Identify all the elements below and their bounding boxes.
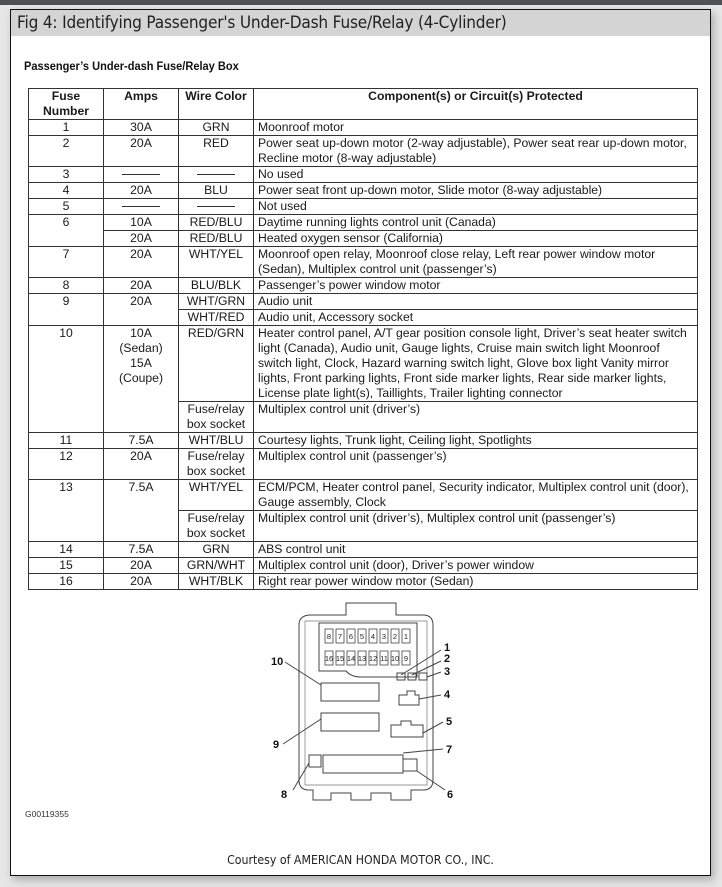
cell-component: Heated oxygen sensor (California) (254, 231, 698, 247)
cell-component: Audio unit (254, 294, 698, 310)
fuse-slot-number: 12 (368, 654, 378, 663)
cell-fuse-number: 4 (29, 183, 104, 199)
callout-label: 10 (271, 656, 284, 668)
courtesy-credit: Courtesy of AMERICAN HONDA MOTOR CO., INC. (227, 852, 494, 867)
cell-wire-color: BLU/BLK (179, 278, 254, 294)
cell-component: Multiplex control unit (driver’s), Multiplex control unit (passenger’s) (254, 511, 698, 542)
callout-label: 9 (273, 739, 280, 751)
cell-wire-color: Fuse/relay box socket (179, 511, 254, 542)
cell-fuse-number: 3 (29, 167, 104, 183)
cell-fuse-number: 10 (29, 326, 104, 433)
cell-fuse-number: 16 (29, 574, 104, 590)
cell-wire-color: WHT/YEL (179, 247, 254, 278)
table-row (29, 120, 698, 136)
cell-component: Courtesy lights, Trunk light, Ceiling light, Spotlights (254, 433, 698, 449)
socket-10 (321, 683, 379, 701)
fuse-slot-number: 2 (392, 632, 398, 641)
cell-amps: 20A (104, 574, 179, 590)
cell-wire-color: RED (179, 136, 254, 167)
fuse-slot-number: 13 (357, 654, 367, 663)
callout-label: 4 (444, 689, 451, 701)
cell-component: Power seat up-down motor (2-way adjustable), Power seat rear up-down motor, Recline motor (8-way adjustable) (254, 136, 698, 167)
cell-component: Moonroof motor (254, 120, 698, 136)
socket-9 (321, 713, 379, 731)
cell-component: ABS control unit (254, 542, 698, 558)
cell-component: Multiplex control unit (door), Driver’s power window (254, 558, 698, 574)
cell-wire-color: GRN (179, 120, 254, 136)
cell-component: Right rear power window motor (Sedan) (254, 574, 698, 590)
cell-fuse-number: 11 (29, 433, 104, 449)
table-row (29, 199, 698, 215)
cell-fuse-number: 6 (29, 215, 104, 247)
header-amps: Amps (104, 89, 179, 120)
cell-wire-color (179, 199, 254, 215)
cell-wire-color: WHT/RED (179, 310, 254, 326)
table-header-row (29, 89, 698, 120)
table-row (29, 558, 698, 574)
table-row (29, 542, 698, 558)
cell-amps: 20A (104, 231, 179, 247)
cell-component: ECM/PCM, Heater control panel, Security indicator, Multiplex control unit (door), Gauge assembly, Clock (254, 480, 698, 511)
callout-label: 5 (446, 716, 453, 728)
cell-component: Daytime running lights control unit (Canada) (254, 215, 698, 231)
cell-amps: 20A (104, 247, 179, 278)
table-row (29, 215, 698, 231)
callout-label: 6 (447, 789, 454, 801)
callout-label: 7 (446, 744, 453, 756)
fuse-slot-row-top (325, 629, 410, 643)
cell-amps: 10A (104, 215, 179, 231)
fuse-slot-number: 3 (381, 632, 387, 641)
fuse-slot-number: 9 (403, 654, 409, 663)
cell-component: Audio unit, Accessory socket (254, 310, 698, 326)
cell-amps: 20A (104, 136, 179, 167)
cell-wire-color: WHT/YEL (179, 480, 254, 511)
cell-wire-color: WHT/GRN (179, 294, 254, 310)
cell-wire-color: RED/BLU (179, 215, 254, 231)
not-applicable-dash (122, 206, 160, 207)
cell-amps (104, 199, 179, 215)
cell-fuse-number: 2 (29, 136, 104, 167)
table-row (29, 167, 698, 183)
cell-component: Multiplex control unit (passenger’s) (254, 449, 698, 480)
cell-amps: 30A (104, 120, 179, 136)
cell-fuse-number: 14 (29, 542, 104, 558)
callout-label: 2 (444, 653, 451, 665)
table-row (29, 231, 698, 247)
fuse-table (28, 88, 698, 590)
table-subheading: Passenger’s Under-dash Fuse/Relay Box (24, 59, 239, 73)
table-row (29, 449, 698, 480)
not-applicable-dash (197, 206, 235, 207)
cell-fuse-number: 1 (29, 120, 104, 136)
cell-amps: 10A (Sedan) 15A (Coupe) (104, 326, 179, 433)
cell-wire-color: WHT/BLK (179, 574, 254, 590)
cell-component: No used (254, 167, 698, 183)
callout-label: 8 (281, 789, 288, 801)
table-row (29, 294, 698, 310)
socket-3 (419, 673, 427, 680)
fuse-slot-number: 6 (348, 632, 354, 641)
cell-amps: 20A (104, 449, 179, 480)
figure-id: G00119355 (25, 809, 69, 819)
cell-amps: 7.5A (104, 480, 179, 542)
cell-amps (104, 167, 179, 183)
header-component: Component(s) or Circuit(s) Protected (254, 89, 698, 120)
cell-fuse-number: 9 (29, 294, 104, 326)
cell-wire-color: WHT/BLU (179, 433, 254, 449)
fuse-box-diagram (251, 595, 491, 810)
callout-label: 1 (444, 642, 451, 654)
socket-6 (403, 759, 417, 771)
socket-7 (323, 755, 403, 773)
table-row (29, 480, 698, 511)
figure-title: Fig 4: Identifying Passenger's Under-Dash Fuse/Relay (4-Cylinder) (17, 13, 507, 32)
cell-amps: 20A (104, 183, 179, 199)
fuse-slot-number: 1 (403, 632, 409, 641)
cell-amps: 20A (104, 558, 179, 574)
fuse-slot-number: 10 (390, 654, 400, 663)
socket-8 (309, 755, 321, 767)
cell-fuse-number: 15 (29, 558, 104, 574)
cell-fuse-number: 12 (29, 449, 104, 480)
cell-fuse-number: 13 (29, 480, 104, 542)
fuse-slot-number: 14 (346, 654, 356, 663)
socket-4 (399, 691, 419, 705)
socket-5 (391, 721, 423, 737)
cell-amps: 7.5A (104, 433, 179, 449)
cell-amps: 7.5A (104, 542, 179, 558)
fuse-box-drawing (251, 595, 491, 810)
header-wire-color: Wire Color (179, 89, 254, 120)
cell-fuse-number: 5 (29, 199, 104, 215)
cell-wire-color (179, 167, 254, 183)
fuse-slot-number: 11 (380, 654, 388, 663)
fuse-slot-number: 16 (324, 654, 334, 663)
table-row (29, 326, 698, 402)
header-fuse-number: Fuse Number (29, 89, 104, 120)
cell-wire-color: RED/GRN (179, 326, 254, 402)
figure-title-bar (11, 10, 710, 36)
cell-component: Power seat front up-down motor, Slide motor (8-way adjustable) (254, 183, 698, 199)
fuse-slot-number: 5 (359, 632, 365, 641)
not-applicable-dash (122, 174, 160, 175)
table-row (29, 136, 698, 167)
table-row (29, 433, 698, 449)
cell-wire-color: GRN (179, 542, 254, 558)
cell-component: Heater control panel, A/T gear position console light, Driver’s seat heater switch light (Canada), Audio unit, Gauge lights, Cruise main switch light Moonroof switch light, Clock, Hazard warning switch light, Glove box light Vanity mirror lights, Front parking lights, Front side marker lights, Rear side marker lights, License plate light(s), Taillights, Trailer lighting connector (254, 326, 698, 402)
table-row (29, 278, 698, 294)
cell-wire-color: RED/BLU (179, 231, 254, 247)
cell-fuse-number: 8 (29, 278, 104, 294)
not-applicable-dash (197, 174, 235, 175)
cell-wire-color: Fuse/relay box socket (179, 402, 254, 433)
fuse-slot-row-bottom (325, 651, 410, 665)
table-row (29, 183, 698, 199)
fuse-slot-number: 4 (370, 632, 376, 641)
callout-label: 3 (444, 666, 451, 678)
cell-component: Multiplex control unit (driver’s) (254, 402, 698, 433)
cell-component: Moonroof open relay, Moonroof close relay, Left rear power window motor (Sedan), Multiplex control unit (passenger’s) (254, 247, 698, 278)
fuse-slot-number: 8 (326, 632, 332, 641)
top-bar (0, 0, 722, 5)
table-row (29, 247, 698, 278)
cell-wire-color: Fuse/relay box socket (179, 449, 254, 480)
table-row (29, 574, 698, 590)
cell-fuse-number: 7 (29, 247, 104, 278)
fuse-slot-number: 15 (335, 654, 345, 663)
cell-wire-color: BLU (179, 183, 254, 199)
cell-component: Not used (254, 199, 698, 215)
fuse-slot-number: 7 (337, 632, 343, 641)
cell-wire-color: GRN/WHT (179, 558, 254, 574)
cell-amps: 20A (104, 278, 179, 294)
cell-component: Passenger’s power window motor (254, 278, 698, 294)
figure-panel (10, 9, 711, 876)
cell-amps: 20A (104, 294, 179, 326)
